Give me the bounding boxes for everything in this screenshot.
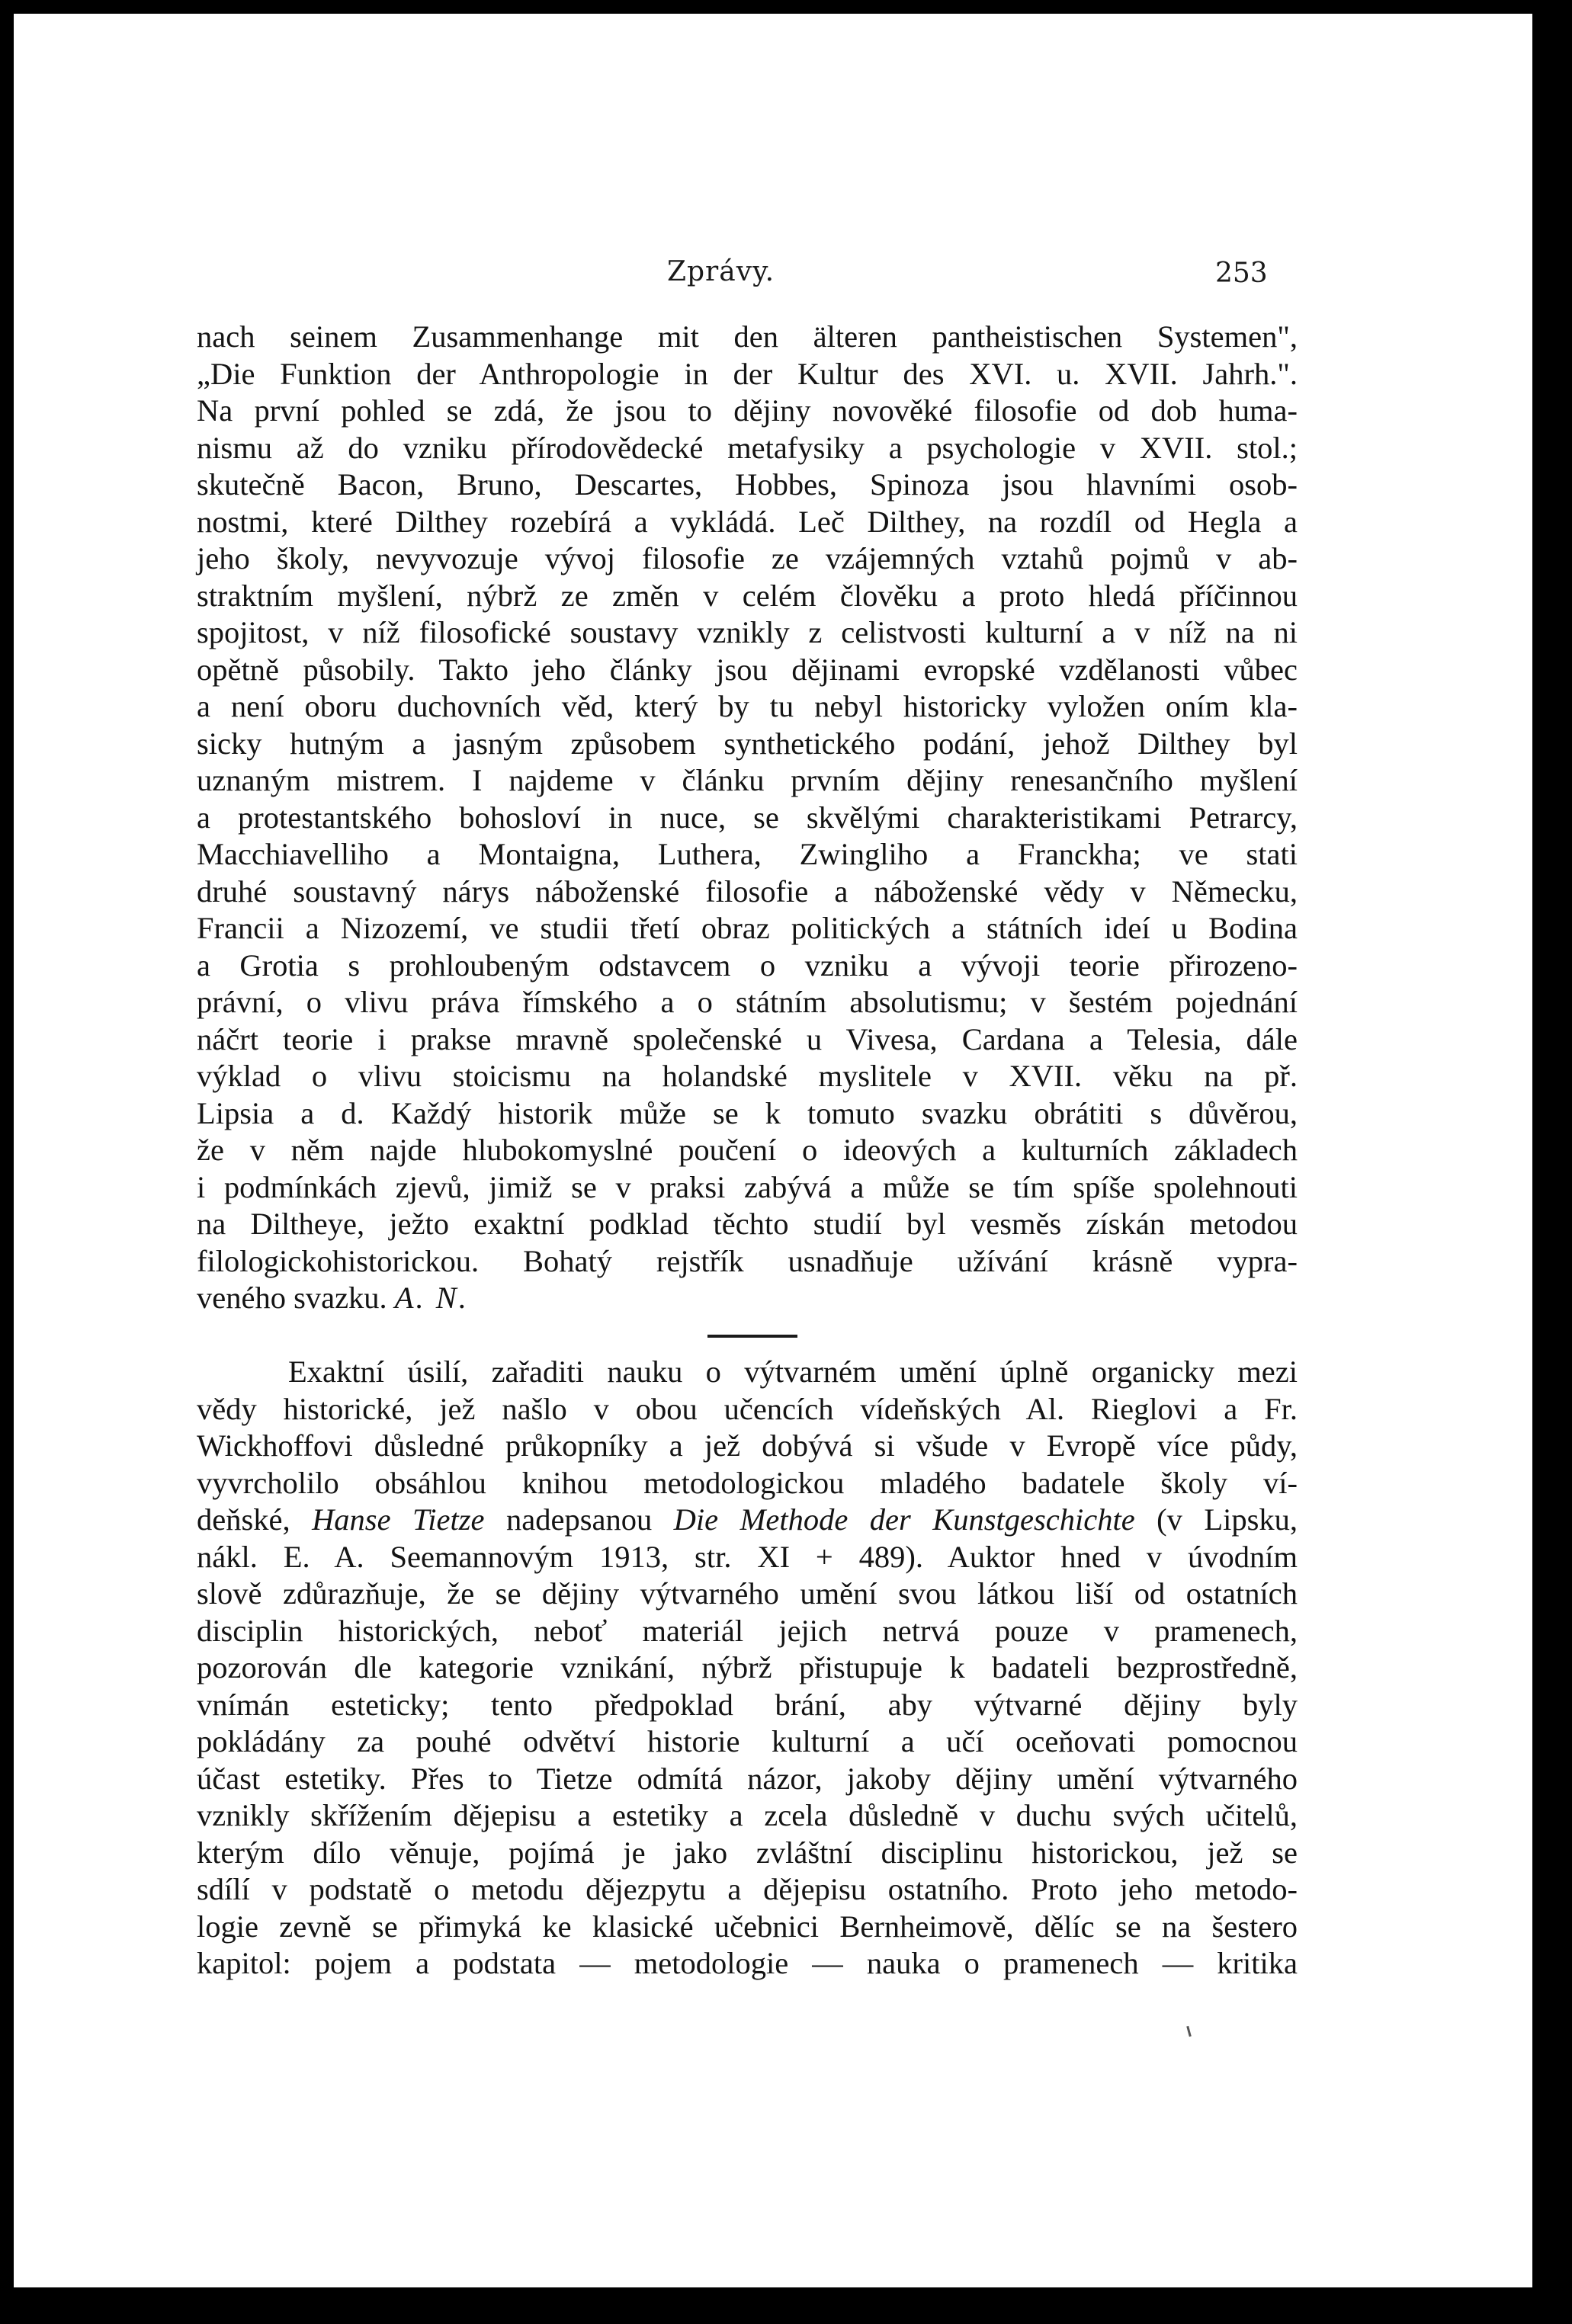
text-line: filologickohistorickou. Bohatý rejstřík usnadňuje užívání krásně vypra- xyxy=(197,1243,1298,1278)
closing-text: veného svazku. xyxy=(197,1281,387,1315)
text-line: skutečně Bacon, Bruno, Descartes, Hobbes, Spinoza jsou hlavními osob- xyxy=(197,467,1298,502)
author-signature: A. N. xyxy=(394,1281,469,1315)
text-line: účast estetiky. Přes to Tietze odmítá názor, jakoby dějiny umění výtvarného xyxy=(197,1761,1298,1796)
text-line: Macchiavelliho a Montaigna, Luthera, Zwingliho a Franckha; ve stati xyxy=(197,837,1298,871)
text-line: a není oboru duchovních věd, který by tu nebyl historicky vyložen oním kla- xyxy=(197,689,1298,723)
text-line: straktním myšlení, nýbrž ze změn v celém člověku a proto hledá příčinnou xyxy=(197,578,1298,613)
text-line: vyvrcholilo obsáhlou knihou metodologickou mladého badatele školy ví- xyxy=(197,1465,1298,1500)
text-line: Lipsia a d. Každý historik může se k tomuto svazku obrátiti s důvěrou, xyxy=(197,1095,1298,1130)
text-line: vědy historické, jež našlo v obou učencích vídeňských Al. Rieglovi a Fr. xyxy=(197,1391,1298,1426)
text-line: „Die Funktion der Anthropologie in der Kultur des XVI. u. XVII. Jahrh.". xyxy=(197,356,1298,391)
text-line: i podmínkách zjevů, jimiž se v praksi zabývá a může se tím spíše spolehnouti xyxy=(197,1169,1298,1204)
text-line: nach seinem Zusammenhange mit den älteren pantheistischen Systemen", xyxy=(197,319,1298,354)
text-line: sdílí v podstatě o metodu dějezpytu a dějepisu ostatního. Proto jeho metodo- xyxy=(197,1872,1298,1906)
author-name: Hanse Tietze xyxy=(312,1502,485,1537)
text-line: uznaným mistrem. I najdeme v článku prvním dějiny renesančního myšlení xyxy=(197,763,1298,797)
text-fragment: nadepsanou xyxy=(484,1502,674,1537)
text-line: na Diltheye, ježto exaktní podklad těchto studií byl vesměs získán metodou xyxy=(197,1207,1298,1241)
text-line: Francii a Nizozemí, ve studii třetí obraz politických a státních ideí u Bodina xyxy=(197,911,1298,945)
text-line-with-title xyxy=(197,1502,1298,1539)
text-line: že v něm najde hlubokomyslné poučení o ideových a kulturních základech xyxy=(197,1133,1298,1167)
book-title: Die Methode der Kunstgeschichte xyxy=(673,1502,1135,1537)
text-line: spojitost, v níž filosofické soustavy vznikly z celistvosti kulturní a v níž na ni xyxy=(197,615,1298,649)
text-line: disciplin historických, neboť materiál jejich netrvá pouze v pramenech, xyxy=(197,1613,1298,1648)
text-line: a protestantského bohosloví in nuce, se skvělými charakteristikami Petrarcy, xyxy=(197,800,1298,835)
text-line: vznikly skřížením dějepisu a estetiky a zcela důsledně v duchu svých učitelů, xyxy=(197,1798,1298,1832)
text-fragment: (v Lipsku, xyxy=(1134,1502,1298,1537)
text-line: Wickhoffovi důsledné průkopníky a jež dobývá si všude v Evropě více půdy, xyxy=(197,1428,1298,1463)
review-text-dilthey xyxy=(197,319,1298,1317)
text-line: pokládány za pouhé odvětví historie kulturní a učí oceňovati pomocnou xyxy=(197,1724,1298,1758)
text-line: nostmi, které Dilthey rozebírá a vykládá. Leč Dilthey, na rozdíl od Hegla a xyxy=(197,504,1298,539)
text-line: náčrt teorie i prakse mravně společenské u Vivesa, Cardana a Telesia, dále xyxy=(197,1021,1298,1056)
text-line: druhé soustavný nárys náboženské filosofie a náboženské vědy v Německu, xyxy=(197,874,1298,909)
text-line: nismu až do vzniku přírodovědecké metafysiky a psychologie v XVII. stol.; xyxy=(197,430,1298,465)
text-line: vnímán esteticky; tento předpoklad brání, aby výtvarné dějiny byly xyxy=(197,1687,1298,1722)
text-line: právní, o vlivu práva římského a o státním absolutismu; v šestém pojednání xyxy=(197,985,1298,1019)
text-line: a Grotia s prohloubeným odstavcem o vzniku a vývoji teorie přirozeno- xyxy=(197,947,1298,982)
text-line: kapitol: pojem a podstata — metodologie — nauka o pramenech — kritika xyxy=(197,1946,1298,1980)
text-fragment: deňské, xyxy=(197,1502,313,1537)
text-line: Na první pohled se zdá, že jsou to dějiny novověké filosofie od dob huma- xyxy=(197,393,1298,428)
text-line: výklad o vlivu stoicismu na holandské myslitele v XVII. věku na př. xyxy=(197,1059,1298,1093)
text-line: logie zevně se přimyká ke klasické učebnici Bernheimově, dělíc se na šestero xyxy=(197,1909,1298,1944)
running-head: Zprávy. xyxy=(667,256,775,287)
print-speck xyxy=(1186,2026,1192,2037)
review-text-tietze xyxy=(197,1354,1298,1983)
text-line: opětně působily. Takto jeho články jsou dějinami evropské vzdělanosti vůbec xyxy=(197,652,1298,687)
section-divider xyxy=(707,1335,797,1338)
page-number: 253 xyxy=(1215,258,1268,289)
text-line: kterým dílo věnuje, pojímá je jako zvláštní disciplinu historickou, jež se xyxy=(197,1835,1298,1870)
page-header xyxy=(14,256,1532,294)
text-line: sicky hutným a jasným způsobem synthetického podání, jehož Dilthey byl xyxy=(197,726,1298,761)
closing-line xyxy=(197,1280,1298,1317)
text-line: jeho školy, nevyvozuje vývoj filosofie ze vzájemných vztahů pojmů v ab- xyxy=(197,541,1298,575)
text-line: pozorován dle kategorie vznikání, nýbrž přistupuje k badateli bezprostředně, xyxy=(197,1650,1298,1684)
text-line: Exaktní úsilí, zařaditi nauku o výtvarném umění úplně organicky mezi xyxy=(288,1354,1298,1389)
text-line: slově zdůrazňuje, že se dějiny výtvarného umění svou látkou liší od ostatních xyxy=(197,1576,1298,1611)
page xyxy=(14,14,1532,2287)
text-line: nákl. E. A. Seemannovým 1913, str. XI + 489). Auktor hned v úvodním xyxy=(197,1539,1298,1574)
